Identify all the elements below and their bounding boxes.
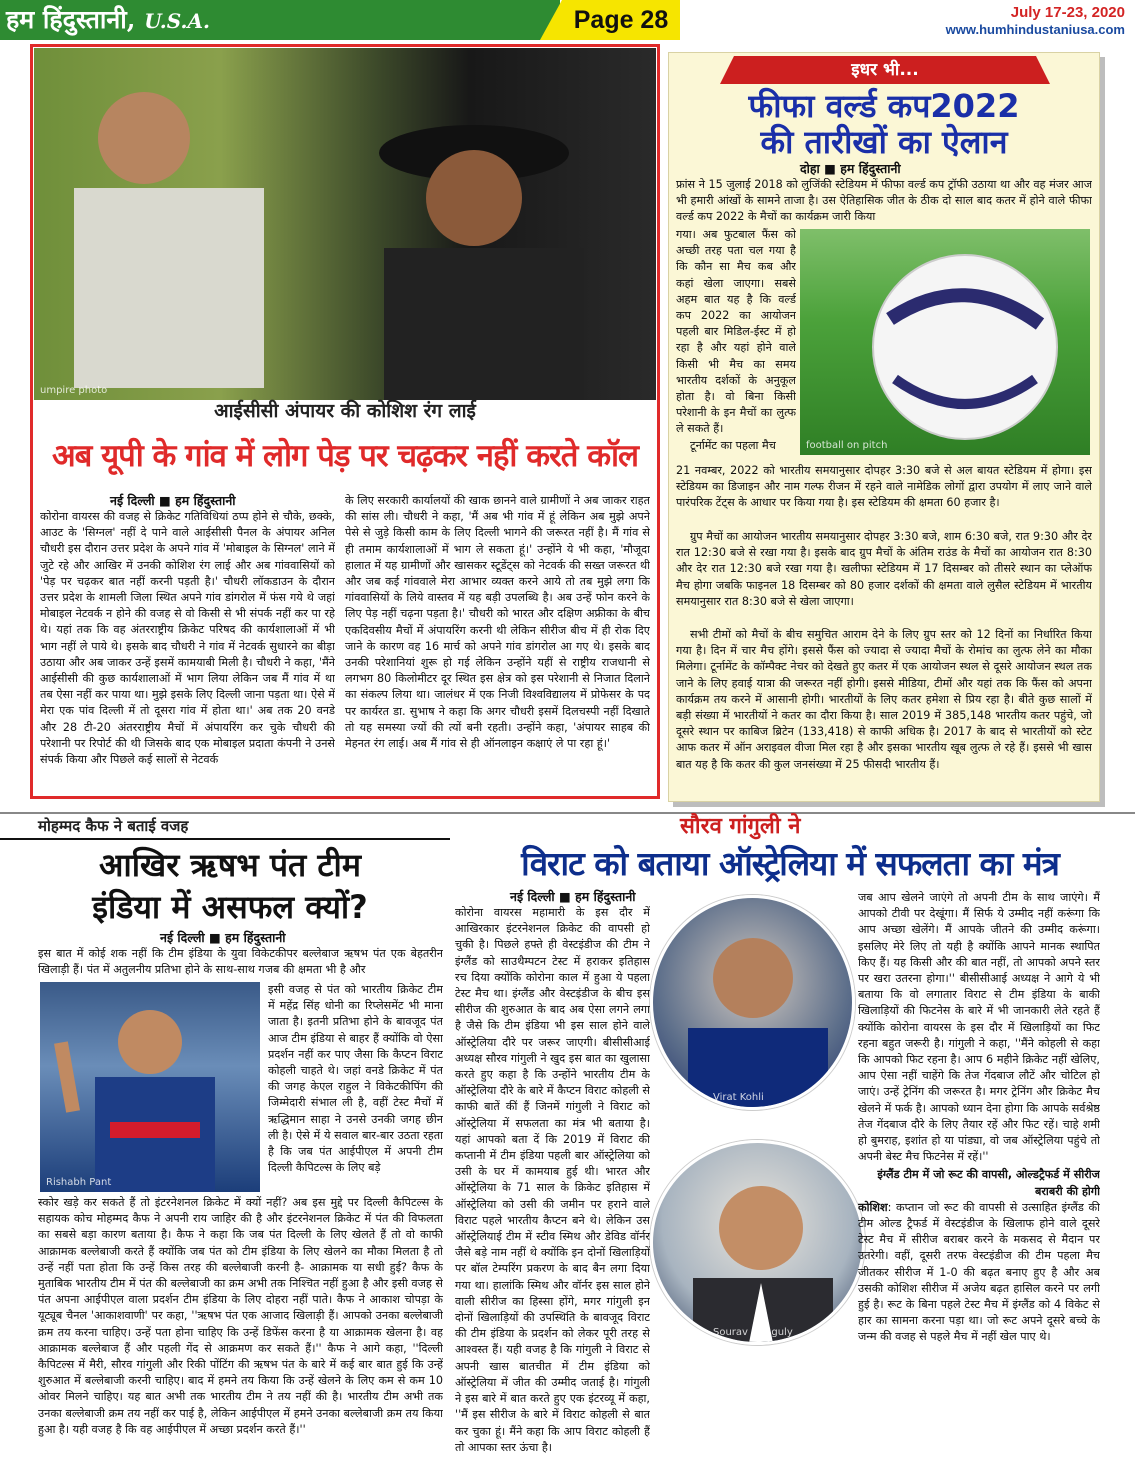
pant-body: स्कोर खड़े कर सकते हैं तो इंटरनेशनल क्रिकेट में क्यों नहीं? अब इस मुद्दे पर दिल्ली कैपिटल्स के सहायक कोच मोहम्मद कैफ ने अपनी राय जाहिर की है और इंटरनेशनल क्रिकेट में पंत की विफलता का सबसे बड़ा कारण बताया है। कैफ ने कहा कि जब पंत दिल्ली के लिए खेलते हैं तो वो काफी आक्रामक बल्लेबाजी करते हैं क्योंकि जब पंत को टीम इंडिया के लिए खेलने का मौका मिलता है तो उन्हें नहीं पता होता कि उन्हें किस तरह की बल्लेबाजी करनी है- आक्रामक या सधी हुई? कैफ के मुताबिक भारतीय टीम में पंत की बल्लेबाजी का क्रम अभी तक निश्चित नहीं हुआ है और इसी वजह से पंत अपना आईपीएल वाला प्रदर्शन टीम इंडिया के लिए दोहरा नहीं पाते। कैफ ने आकाश चोपड़ा के यूट्यूब चैनल 'आकाशवाणी' पर कहा, ''ऋषभ पंत एक आजाद खिलाड़ी हैं। आपको उनका बल्लेबाजी क्रम तय करना चाहिए। उन्हें पता होना चाहिए कि उन्हें डिफेंस करना है या आक्रामक खेलना है। वह आक्रामक बल्लेबाज हैं और पहली गेंद से आक्रमण कर सकते हैं।'' कैफ ने आगे कहा, ''दिल्ली कैपिटल्स में मैरी, सौरव गांगुली और रिकी पोंटिंग की ऋषभ पंत के बारे में कई बार बात हुई कि उन्हें शुरुआत में बल्लेबाजी करनी चाहिए। बाद में हमने तय किया कि उन्हें खेलने के लिए कम से कम 10 ओवर मिलने चाहिए। यह बात अभी तक भारतीय टीम ने तय नहीं की है। भारतीय टीम अभी तक उनका बल्लेबाजी क्रम तय नहीं कर पाई है, लेकिन आईपीएल में हमने उनका बल्लेबाजी क्रम तय किया हुआ है। यही वजह है कि वह आईपीएल में अच्छा प्रदर्शन करते हैं।'' <box>38 1196 443 1436</box>
pant-headline-1: आखिर ऋषभ पंत टीम <box>99 846 361 884</box>
umpire-photo-label: umpire photo <box>40 385 108 396</box>
ganguly-sub-lead: कोशिश <box>858 1200 888 1214</box>
football-photo-art <box>800 229 1090 455</box>
football-photo <box>800 229 1090 455</box>
ganguly-kicker: सौरव गांगुली ने <box>680 814 801 839</box>
ganguly-sub-body: : कप्तान जो रूट की वापसी से उत्साहित इंग्लैंड की टीम ओल्ड ट्रैफर्ड में वेस्टइंडीज के खिलाफ होने वाले दूसरे टेस्ट मैच में सीरीज बराबर करने के मकसद से मैदान पर उतरेगी। वहीं, दूसरी तरफ वेस्टइंडीज की टीम पहला मैच जीतकर सीरीज में 1-0 की बढ़त बनाए हुए है और अब उसकी कोशिश सीरीज में अजेय बढ़त हासिल करने पर लगी हुई है। रूट के बिना पहले टेस्ट मैच में इंग्लैंड को 4 विकेट से हार का सामना करना पड़ा था। जो रूट अपने दूसरे बच्चे के जन्म की वजह से पहले मैच में नहीं खेल पाए थे। <box>858 1200 1100 1344</box>
umpire-photo-art <box>34 48 656 400</box>
kohli-photo-label: Virat Kohli <box>713 1092 764 1103</box>
horizontal-divider <box>0 812 1135 814</box>
fifa-headline-1: फीफा वर्ल्ड कप2022 <box>748 87 1020 125</box>
fifa-body-3: सभी टीमों को मैचों के बीच समुचित आराम देने के लिए ग्रुप स्तर को 12 दिनों का निर्धारित किया गया है। दिन में चार मैच होंगे। इससे फैंस को ज्यादा से ज्यादा मैचों के रोमांच का लुत्फ लेने का मौका मिलेगा। टूर्नामेंट के कॉम्पैक्ट नेचर को देखते हुए कतर में एक आयोजन स्थल से दूसरे आयोजन स्थल तक जाने के लिए हवाई यात्रा की जरूरत नहीं होगी। इससे मीडिया, टीमों और यहां तक कि फैंस को अपना कार्यक्रम तय करने में आसानी होगी। भारतीयों के लिए कतर हमेशा से प्रिय रहा है। बीते कुछ सालों में बड़ी संख्या में भारतीयों ने कतर का दौरा किया है। साल 2019 में 385,148 भारतीय कतर पहुंचे, जो दूसरे स्थान पर काबिज ब्रिटेन (133,418) से काफी अधिक है। 2017 के बाद से भारतीयों को स्टेट आफ कतर में ऑन अराइवल वीजा मिल रहा है और इसका भारतीय खूब लुत्फ ले रहे हैं। इससे भी खास बात यह है कि कतर की कुल जनसंख्या में 25 फीसदी भारतीय हैं। <box>676 628 1092 771</box>
kohli-photo-art <box>653 898 855 1110</box>
pant-photo-label: Rishabh Pant <box>46 1177 112 1188</box>
paper-name: हम हिंदुस्तानी, <box>6 5 136 34</box>
ganguly-headline: विराट को बताया ऑस्ट्रेलिया में सफलता का मंत्र <box>521 844 1059 883</box>
fifa-narrow-col <box>676 227 796 465</box>
masthead-title <box>6 3 306 37</box>
ganguly-subhead: इंग्लैंड टीम में जो रूट की वापसी, ओल्डट्रैफर्ड में सीरीज बराबरी की होगी <box>877 1168 1100 1198</box>
edition: U.S.A. <box>144 9 210 33</box>
fifa-byline: दोहा ■ हम हिंदुस्तानी <box>800 161 901 176</box>
fifa-intro: फ्रांस ने 15 जुलाई 2018 को लुजिंकी स्टेडियम में फीफा वर्ल्ड कप ट्रॉफी उठाया था और वह मंजर आज भी हमारी आंखों के सामने ताजा है। उस ऐतिहासिक जीत के ठीक दो साल बाद कतर में होने वाले फीफा वर्ल्ड कप 2022 के मैचों का कार्यक्रम जारी किया <box>676 178 1092 224</box>
umpire-photo <box>34 48 656 400</box>
fifa-headline-2: की तारीखों का ऐलान <box>760 123 1008 161</box>
ganguly-body-col1: कोरोना वायरस महामारी के इस दौर में आखिरकार इंटरनेशनल क्रिकेट की वापसी हो चुकी है। पिछले हफ्ते ही वेस्टइंडीज की टीम ने इंग्लैंड को साउथैम्पटन टेस्ट में हराकर इतिहास रच दिया क्योंकि कोरोना काल में हुआ ये पहला टेस्ट मैच था। इंग्लैंड और वेस्टइंडीज के बीच इस सीरीज की शुरुआत के बाद अब ऐसा लगने लगा है जैसे कि टीम इंडिया भी इस साल होने वाले ऑस्ट्रेलिया दौरे पर जरूर जाएगी। बीसीसीआई अध्यक्ष सौरव गांगुली ने खुद इस बात का खुलासा करते हुए कहा है कि उन्होंने भारतीय टीम के ऑस्ट्रेलिया दौरे के बारे में कैप्टन विराट कोहली से काफी बातें कीं हैं जिनमें गांगुली ने विराट को ऑस्ट्रेलिया में सफलता का मंत्र भी बताया है। यहां आपको बता दें कि 2019 में विराट की कप्तानी में टीम इंडिया पहली बार ऑस्ट्रेलिया को उसी के घर में कामयाब हुई थी। भारत और ऑस्ट्रेलिया के 71 साल के क्रिकेट इतिहास में ऑस्ट्रेलिया को उसी की जमीन पर हराने वाले विराट पहले भारतीय कैप्टन बने थे। लेकिन उस ऑस्ट्रेलियाई टीम में स्टीव स्मिथ और डेविड वॉर्नर जैसे बड़े नाम नहीं थे क्योंकि इन दोनों खिलाड़ियों पर बॉल टेम्परिंग प्रकरण के बाद बैन लगा दिया गया था। हालांकि स्मिथ और वॉर्नर इस साल होने वाली सीरीज का हिस्सा होंगे, मगर गांगुली इन दोनों खिलाड़ियों की उपस्थिति के बावजूद विराट की टीम इंडिया के प्रदर्शन को लेकर पूरी तरह से आश्वस्त हैं। यही वजह है कि गांगुली ने विराट से अपनी खास बातचीत में टीम इंडिया को ऑस्ट्रेलिया में जीत की उम्मीद जताई है। गांगुली ने इस बारे में बात करते हुए एक इंटरव्यू में कहा, ''मैं इस सीरीज के बारे में विराट कोहली से बात कर चुका हूं। मैंने कहा कि आप विराट कोहली हैं तो आपका स्तर ऊंचा है। <box>455 906 650 1454</box>
ganguly-photo-label: Sourav Ganguly <box>713 1327 793 1338</box>
fifa-narrow-text: गया। अब फुटबाल फैंस को अच्छी तरह पता चल गया है कि कौन सा मैच कब और कहां खेला जाएगा। सबसे अहम बात यह है कि वर्ल्ड कप 2022 का आयोजन पहली बार मिडिल-ईस्ट में हो रहा है और यहां होने वाले किसी भी मैच का समय भारतीय दर्शकों के अनुकूल होता है। वो बिना किसी परेशानी के इन मैचों का लुत्फ ले सकते हैं। <box>676 228 796 436</box>
issue-date: July 17-23, 2020 <box>1010 4 1125 21</box>
pant-headline-2: इंडिया में असफल क्यों? <box>92 888 368 926</box>
website[interactable]: www.humhindustaniusa.com <box>945 22 1125 37</box>
ganguly-sub-paragraph <box>858 1200 1100 1346</box>
fifa-body-1: 21 नवम्बर, 2022 को भारतीय समयानुसार दोपहर 3:30 बजे से अल बायत स्टेडियम में होगा। इस स्टेडियम का डिजाइन और नाम गल्फ रीजन में रहने वाले नामेडिक लोगों द्वारा उपयोग में लाए जाने वाले पारंपरिक टेंट्स के आधार पर किया गया है। इस स्टेडियम की क्षमता 60 हजार है। <box>676 464 1092 510</box>
pant-narrow-col: इसी वजह से पंत को भारतीय क्रिकेट टीम में महेंद्र सिंह धोनी का रिप्लेसमेंट भी माना जाता है। इतनी प्रतिभा होने के बावजूद पंत आज टीम इंडिया से बाहर हैं क्योंकि वो ऐसा प्रदर्शन नहीं कर पाए जैसा कि कैप्टन विराट कोहली चाहते थे। जहां वनडे क्रिकेट में पंत की जगह केएल राहुल ने विकेटकीपिंग की जिम्मेदारी संभाल ली है, वहीं टेस्ट मैचों में ऋद्धिमान साहा ने उनसे उनकी जगह छीन ली है। ऐसे में ये सवाल बार-बार उठता रहता है कि जब पंत आईपीएल में अपनी टीम दिल्ली कैपिटल्स के लिए बड़े <box>268 983 443 1175</box>
ganguly-photo-art <box>653 1143 865 1345</box>
football-photo-label: football on pitch <box>806 440 888 451</box>
umpire-body-col2: के लिए सरकारी कार्यालयों की खाक छानने वाले ग्रामीणों ने अब जाकर राहत की सांस ली। चौधरी ने कहा, 'मैं अब भी गांव में हूं लेकिन अब मुझे अपने पेसे से जुड़े किसी काम के लिए दिल्ली भागने की जरूरत नहीं है। मैं गांव से ही तमाम कार्यशालाओं में भाग ले सकता हूं।' उन्होंने ये भी कहा, 'मौजूदा हालात में यह ग्रामीणों और खासकर स्टूडेंट्स को नेटवर्क की सख्त जरूरत थी और जब कई गांववाले मेरा आभार व्यक्त करने आये तो तब मुझे लगा कि गांववासियों के लिये वास्तव में यह बड़ी उपलब्धि है। अब उन्हें फोन करने के लिए पेड़ नहीं चढ़ना पड़ता है।' चौधरी को भारत और दक्षिण अफ्रीका के बीच एकदिवसीय मैचों में अंपायरिंग करनी थी लेकिन सीरीज बीच में ही रोक दिए जाने के कारण वह 16 मार्च को अपने गांव डांगरोल आ गए थे। इसके बाद उनकी परेशानियां शुरू हो गई लेकिन उन्होंने यहीं से राष्ट्रीय राजधानी से लगभग 80 किलोमीटर दूर स्थित इस क्षेत्र को इस परेशानी से निजात दिलाने का संकल्प लिया था। जालंधर में एक निजी विश्वविद्यालय में प्रोफेसर के पद पर कार्यरत डा. सुभाष ने कहा कि अगर चौधरी इसमें दिलचस्पी नहीं दिखाते तो यह समस्या ज्यों की त्यों बनी रहती। उन्होंने कहा, 'अंपायर साहब की मेहनत रंग लाई। अब मैं गांव से ही ऑनलाइन कक्षाएं ले पा रहा हूं।' <box>345 494 650 751</box>
pant-photo-art <box>40 982 260 1192</box>
pant-kicker: मोहम्मद कैफ ने बताई वजह <box>38 817 189 835</box>
section-label: इधर भी... <box>851 60 919 80</box>
umpire-headline: अब यूपी के गांव में लोग पेड़ पर चढ़कर नहीं करते कॉल <box>51 438 639 474</box>
pant-lead: इस बात में कोई शक नहीं कि टीम इंडिया के युवा विकेटकीपर बल्लेबाज ऋषभ पंत एक बेहतरीन खिलाड़ी हैं। पंत में अतुलनीय प्रतिभा होने के साथ-साथ गजब की क्षमता भी है और <box>38 947 443 977</box>
ganguly-col2-text: जब आप खेलने जाएंगे तो अपनी टीम के साथ जाएंगे। मैं आपको टीवी पर देखूंगा। मैं सिर्फ ये उम्मीद नहीं करूंगा कि आप अच्छा खेलेंगे। मैं आपके जीतने की उम्मीद करूंगा। इसलिए मेरे लिए तो यही है क्योंकि आपने मानक स्थापित किए हैं। यह किसी और की बात नहीं, तो आपको अपने स्तर पर खरा उतरना होगा।'' बीसीसीआई अध्यक्ष ने आगे ये भी बताया कि वो लगातार विराट से टीम इंडिया के बाकी खिलाड़ियों की फिटनेस के बारे में भी जानकारी लेते रहते हैं क्योंकि कोरोना वायरस के इस दौर में खिलाड़ियों का फिट रहना बहुत जरूरी है। गांगुली ने कहा, ''मैंने कोहली से कहा कि आपको फिट रहना है। आप 6 महीने क्रिकेट नहीं खेलिए, आप ऐसा नहीं चाहेंगे कि तेज गेंदबाज लौटें और चोटिल हो जाएं। उन्हें ट्रेनिंग की जरूरत है। मगर ट्रेनिंग और क्रिकेट मैच खेलने में फर्क है। आपको ध्यान देना होगा कि आपके सर्वश्रेष्ठ तेज गेंदबाज दौरे के लिए तैयार रहें और फिट रहें। चाहे शमी हो बुमराह, इशांत हो या पांड्या, वो जब ऑस्ट्रेलिया पहुंचे तो अपनी बेस्ट मैच फिटनेस में रहें।'' <box>858 891 1100 1164</box>
umpire-byline: नई दिल्ली ■ हम हिंदुस्तानी <box>110 493 236 508</box>
ganguly-body-col2 <box>858 890 1100 1477</box>
ganguly-photo <box>650 1140 865 1345</box>
page-number: Page 28 <box>573 6 669 34</box>
ganguly-byline: नई दिल्ली ■ हम हिंदुस्तानी <box>510 889 636 904</box>
umpire-body-col1: कोरोना वायरस की वजह से क्रिकेट गतिविधियां ठप्प होने से चौके, छक्के, आउट के 'सिग्नल' नहीं दे पाने वाले आईसीसी पैनल के अंपायर अनिल चौधरी इस दौरान उत्तर प्रदेश के अपने गांव में 'मोबाइल के सिग्नल' लाने में जुटे रहे और आखिर में उनकी कोशिश रंग लाई और अब गांववासियों को 'पेड़ पर चढ़कर बात नहीं करनी पड़ती है।' चौधरी लॉकडाउन के दौरान उत्तर प्रदेश के शामली जिला स्थित अपने गांव डांगरोल में फंस गये थे जहां मोबाइल नेटवर्क न होने की वजह से वो किसी से भी संपर्क नहीं कर पा रहे थे। यहां तक कि वह अंतरराष्ट्रीय क्रिकेट परिषद की कार्यशालाओं में भी भाग नहीं ले पाये थे। इसके बाद चौधरी ने गांव में नेटवर्क सुधारने का बीड़ा उठाया और अब जाकर उन्हें इसमें कामयाबी मिली है। चौधरी ने कहा, 'मैंने आईसीसी की कुछ कार्यशालाओं में भाग लिया लेकिन जब मैं गांव में था तब ऐसा नहीं कर पाया था। मुझे इसके लिए दिल्ली जाना पड़ता था। ऐसे में मेरा एक पांव दिल्ली में तो दूसरा गांव में होता था।' अब तक 20 वनडे और 28 टी-20 अंतरराष्ट्रीय मैचों में अंपायरिंग कर चुके चौधरी की परेशानी पर रिपोर्ट की थी जिसके बाद एक मोबाइल प्रदाता कंपनी ने उनसे संपर्क किया और पिछले कई सालों से नेटवर्क <box>40 510 335 767</box>
umpire-kicker: आईसीसी अंपायर की कोशिश रंग लाई <box>214 400 476 422</box>
pant-kicker-underline <box>0 838 450 840</box>
pant-byline: नई दिल्ली ■ हम हिंदुस्तानी <box>160 930 286 945</box>
fifa-body-2: ग्रुप मैचों का आयोजन भारतीय समयानुसार दोपहर 3:30 बजे, शाम 6:30 बजे, रात 9:30 और देर रात 12:30 बजे से रखा गया है। इसके बाद ग्रुप मैचों के अंतिम राउंड के मैचों का आयोजन रात 8:30 और देर रात 12:30 बजे रखा गया है। खलीफा स्टेडियम में 17 दिसम्बर को तीसरे स्थान का प्लेऑफ मैच होगा जबकि फाइनल 18 दिसम्बर को 80 हजार दर्शकों की क्षमता वाले लुसैल स्टेडियम में भारतीय समयानुसार रात 8:30 बजे से खेला जाएगा। <box>676 530 1092 608</box>
kohli-photo <box>650 895 855 1110</box>
fifa-narrow-subhead: टूर्नामेंट का पहला मैच <box>690 438 776 452</box>
pant-photo <box>40 982 260 1192</box>
